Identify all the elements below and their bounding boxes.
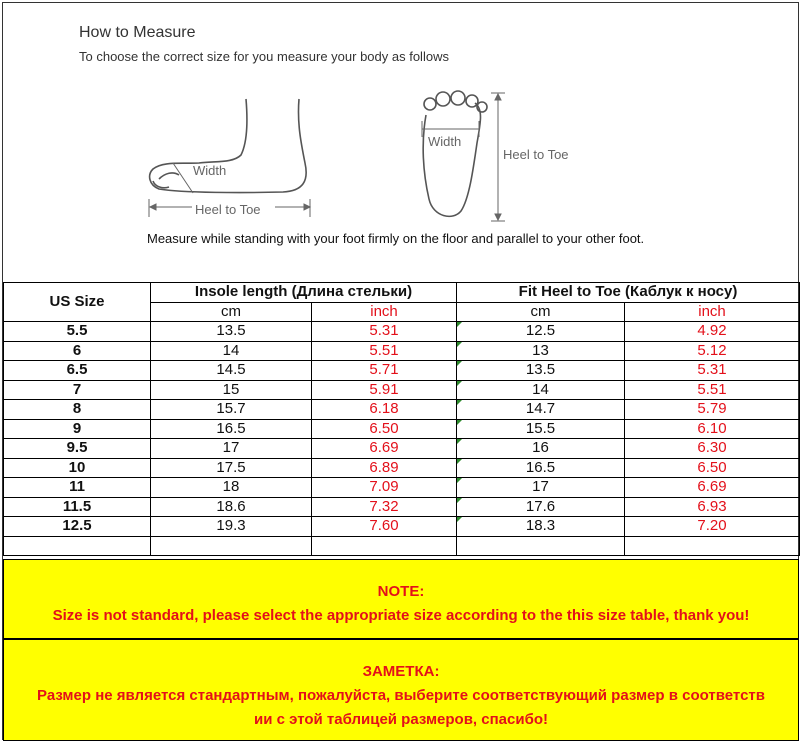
table-row bbox=[4, 361, 800, 381]
table-row bbox=[4, 380, 800, 400]
fit-inch-cell: 6.50 bbox=[625, 458, 800, 478]
table-empty-row bbox=[4, 536, 800, 556]
insole-cm-cell: 16.5 bbox=[151, 419, 312, 439]
fit-inch-cell: 7.20 bbox=[625, 517, 800, 537]
insole-cm-cell: 14 bbox=[151, 341, 312, 361]
insole-inch-cell: 5.91 bbox=[312, 380, 457, 400]
sole-foot-illustration bbox=[423, 91, 487, 216]
fit-cm-unit: cm bbox=[457, 302, 625, 322]
insole-cm-cell: 17 bbox=[151, 439, 312, 459]
measure-caption: Measure while standing with your foot firmly on the floor and parallel to your other foot. bbox=[147, 231, 645, 246]
insole-cm-cell: 15.7 bbox=[151, 400, 312, 420]
insole-cm-cell: 18.6 bbox=[151, 497, 312, 517]
table-row bbox=[4, 458, 800, 478]
fit-cm-cell: 13 bbox=[457, 341, 625, 361]
note-english-title: NOTE: bbox=[377, 583, 425, 600]
fit-cm-cell: 13.5 bbox=[457, 361, 625, 381]
insole-inch-cell: 6.69 bbox=[312, 439, 457, 459]
insole-inch-cell: 7.60 bbox=[312, 517, 457, 537]
insole-inch-cell: 5.51 bbox=[312, 341, 457, 361]
fit-cm-cell: 15.5 bbox=[457, 419, 625, 439]
fit-inch-cell: 5.12 bbox=[625, 341, 800, 361]
us-size-cell: 6 bbox=[4, 341, 151, 361]
fit-inch-cell: 5.79 bbox=[625, 400, 800, 420]
fit-inch-cell: 6.10 bbox=[625, 419, 800, 439]
us-size-header: US Size bbox=[4, 283, 151, 322]
table-row bbox=[4, 497, 800, 517]
size-table bbox=[3, 282, 800, 556]
measure-title: How to Measure bbox=[79, 24, 196, 41]
fit-cm-cell: 12.5 bbox=[457, 322, 625, 342]
fit-inch-cell: 6.93 bbox=[625, 497, 800, 517]
note-russian-title: ЗАМЕТКА: bbox=[362, 663, 440, 680]
measure-subtitle: To choose the correct size for you measure your body as follows bbox=[79, 49, 449, 64]
insole-inch-cell: 6.89 bbox=[312, 458, 457, 478]
fit-cm-cell: 16 bbox=[457, 439, 625, 459]
insole-inch-cell: 7.32 bbox=[312, 497, 457, 517]
insole-inch-cell: 6.18 bbox=[312, 400, 457, 420]
empty-cell bbox=[625, 536, 800, 556]
fit-cm-cell: 18.3 bbox=[457, 517, 625, 537]
us-size-cell: 8 bbox=[4, 400, 151, 420]
table-row bbox=[4, 419, 800, 439]
us-size-cell: 6.5 bbox=[4, 361, 151, 381]
note-russian bbox=[3, 639, 799, 741]
fit-cm-cell: 14 bbox=[457, 380, 625, 400]
insole-inch-cell: 7.09 bbox=[312, 478, 457, 498]
insole-cm-unit: cm bbox=[151, 302, 312, 322]
fit-cm-cell: 17 bbox=[457, 478, 625, 498]
us-size-cell: 9 bbox=[4, 419, 151, 439]
fit-inch-cell: 6.69 bbox=[625, 478, 800, 498]
insole-cm-cell: 19.3 bbox=[151, 517, 312, 537]
empty-cell bbox=[312, 536, 457, 556]
us-size-cell: 5.5 bbox=[4, 322, 151, 342]
insole-cm-cell: 14.5 bbox=[151, 361, 312, 381]
empty-cell bbox=[4, 536, 151, 556]
us-size-cell: 10 bbox=[4, 458, 151, 478]
note-russian-line2: ии с этой таблицей размеров, спасибо! bbox=[253, 711, 548, 728]
table-row bbox=[4, 322, 800, 342]
fit-cm-cell: 17.6 bbox=[457, 497, 625, 517]
insole-inch-cell: 6.50 bbox=[312, 419, 457, 439]
us-size-cell: 7 bbox=[4, 380, 151, 400]
table-row bbox=[4, 517, 800, 537]
side-width-label: Width bbox=[193, 163, 227, 178]
us-size-cell: 9.5 bbox=[4, 439, 151, 459]
how-to-measure-section bbox=[3, 3, 798, 281]
fit-inch-cell: 5.51 bbox=[625, 380, 800, 400]
fit-inch-cell: 5.31 bbox=[625, 361, 800, 381]
note-english-text: Size is not standard, please select the appropriate size according to the this size table, thank you! bbox=[52, 607, 750, 624]
sole-heel-toe-label: Heel to Toe bbox=[503, 147, 569, 162]
insole-inch-unit: inch bbox=[312, 302, 457, 322]
side-width-arrow bbox=[173, 163, 193, 193]
fit-cm-cell: 14.7 bbox=[457, 400, 625, 420]
size-rows bbox=[4, 322, 800, 537]
table-header-row bbox=[4, 283, 800, 303]
insole-header: Insole length (Длина стельки) bbox=[151, 283, 457, 303]
note-russian-line1: Размер не является стандартным, пожалуйста, выберите соответствующий размер в соответств bbox=[37, 687, 765, 704]
note-english bbox=[3, 559, 799, 639]
insole-cm-cell: 15 bbox=[151, 380, 312, 400]
empty-cell bbox=[151, 536, 312, 556]
insole-cm-cell: 18 bbox=[151, 478, 312, 498]
insole-cm-cell: 13.5 bbox=[151, 322, 312, 342]
table-row bbox=[4, 439, 800, 459]
us-size-cell: 11.5 bbox=[4, 497, 151, 517]
insole-inch-cell: 5.31 bbox=[312, 322, 457, 342]
side-heel-toe-label: Heel to Toe bbox=[195, 202, 261, 217]
fit-inch-cell: 4.92 bbox=[625, 322, 800, 342]
us-size-cell: 12.5 bbox=[4, 517, 151, 537]
side-foot-illustration bbox=[150, 99, 307, 193]
sole-width-label: Width bbox=[428, 134, 462, 149]
insole-inch-cell: 5.71 bbox=[312, 361, 457, 381]
heel-toe-header: Fit Heel to Toe (Каблук к носу) bbox=[457, 283, 800, 303]
table-row bbox=[4, 478, 800, 498]
fit-cm-cell: 16.5 bbox=[457, 458, 625, 478]
us-size-cell: 11 bbox=[4, 478, 151, 498]
fit-inch-cell: 6.30 bbox=[625, 439, 800, 459]
insole-cm-cell: 17.5 bbox=[151, 458, 312, 478]
fit-inch-unit: inch bbox=[625, 302, 800, 322]
table-row bbox=[4, 400, 800, 420]
table-row bbox=[4, 341, 800, 361]
empty-cell bbox=[457, 536, 625, 556]
